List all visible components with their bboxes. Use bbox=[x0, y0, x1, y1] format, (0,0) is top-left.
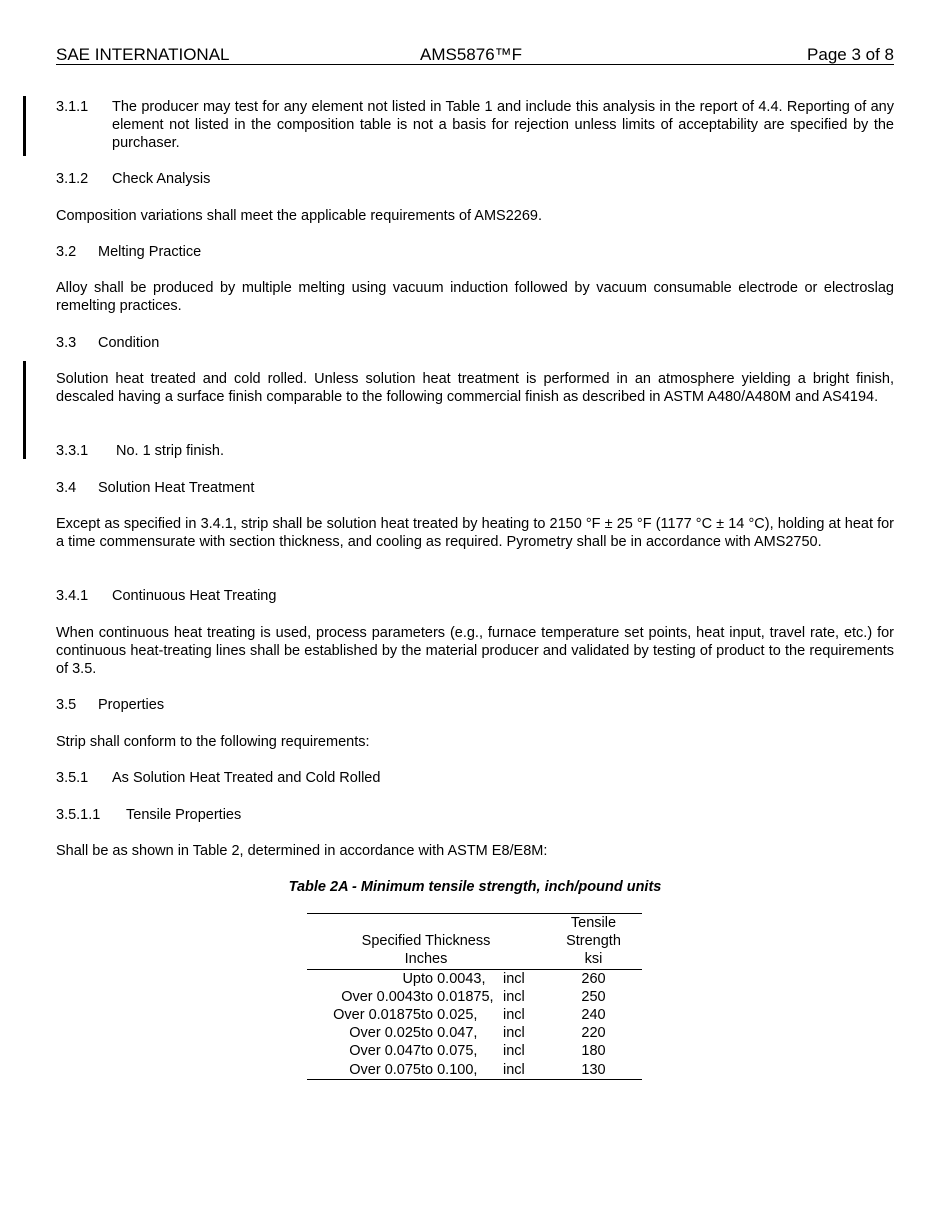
header-page-number: Page 3 of 8 bbox=[807, 45, 894, 64]
section-title: As Solution Heat Treated and Cold Rolled bbox=[112, 770, 381, 786]
thickness-incl: incl bbox=[503, 1007, 525, 1024]
tensile-ksi: 250 bbox=[581, 988, 606, 1005]
tensile-ksi: 130 bbox=[581, 1061, 606, 1078]
thickness-incl: incl bbox=[503, 1025, 525, 1042]
heading-3-3 bbox=[56, 334, 894, 352]
change-bar bbox=[23, 361, 26, 459]
change-bar bbox=[23, 96, 26, 156]
header-thickness-line1: Specified Thickness bbox=[361, 933, 491, 950]
section-number: 3.1.2 bbox=[56, 171, 89, 187]
section-title: Solution Heat Treatment bbox=[98, 480, 255, 496]
section-title: Continuous Heat Treating bbox=[112, 588, 277, 604]
heading-3-3-1 bbox=[56, 442, 894, 460]
thickness-from: Over 0.0043 bbox=[341, 988, 421, 1005]
section-number: 3.5 bbox=[56, 697, 77, 713]
header-organization: SAE INTERNATIONAL bbox=[56, 45, 230, 64]
thickness-incl: incl bbox=[503, 970, 525, 987]
heading-3-5-1 bbox=[56, 769, 894, 787]
thickness-incl: incl bbox=[503, 1061, 525, 1078]
thickness-to: to 0.075, bbox=[421, 1043, 478, 1060]
paragraph-3-5-1-1: Shall be as shown in Table 2, determined in accordance with ASTM E8/E8M: bbox=[56, 843, 548, 859]
table-row bbox=[307, 1042, 642, 1060]
paragraph-3-5: Strip shall conform to the following requirements: bbox=[56, 734, 370, 750]
page-header bbox=[56, 45, 894, 65]
table-row bbox=[307, 988, 642, 1006]
heading-3-5-1-1 bbox=[56, 806, 894, 824]
section-number: 3.5.1.1 bbox=[56, 807, 101, 823]
tensile-strength-table bbox=[307, 913, 642, 1080]
section-number: 3.1.1 bbox=[56, 99, 89, 115]
section-number: 3.5.1 bbox=[56, 770, 89, 786]
section-title: Check Analysis bbox=[112, 171, 211, 187]
table-row bbox=[307, 1061, 642, 1080]
tensile-ksi: 240 bbox=[581, 1007, 606, 1024]
table-row bbox=[307, 969, 642, 988]
tensile-ksi: 180 bbox=[581, 1043, 606, 1060]
thickness-to: to 0.01875, bbox=[421, 988, 494, 1005]
section-number: 3.3.1 bbox=[56, 443, 89, 459]
table-caption: Table 2A - Minimum tensile strength, inch/pound units bbox=[288, 879, 662, 895]
paragraph-3-3: Solution heat treated and cold rolled. Unless solution heat treatment is performed in an atmosphere yielding a bright finish, descaled having a surface finish comparable to the following commercial finish as described in ASTM A480/A480M and AS4194. bbox=[56, 371, 894, 406]
header-specified-thickness bbox=[307, 914, 545, 970]
table-row bbox=[307, 1024, 642, 1042]
paragraph-3-2: Alloy shall be produced by multiple melting using vacuum induction followed by vacuum consumable electrode or electroslag remelting practices. bbox=[56, 280, 894, 315]
thickness-from: Up bbox=[402, 970, 421, 987]
heading-3-4 bbox=[56, 479, 894, 497]
heading-3-1-2 bbox=[56, 170, 894, 188]
thickness-to: to 0.025, bbox=[421, 1007, 478, 1024]
section-title: Condition bbox=[98, 335, 160, 351]
tensile-ksi: 220 bbox=[581, 1025, 606, 1042]
header-tensile-line2: Strength bbox=[566, 933, 621, 950]
thickness-from: Over 0.075 bbox=[349, 1061, 421, 1078]
thickness-to: to 0.047, bbox=[421, 1025, 478, 1042]
table-header-row bbox=[307, 914, 642, 970]
section-number: 3.4.1 bbox=[56, 588, 89, 604]
table-row bbox=[307, 1006, 642, 1024]
section-title: Melting Practice bbox=[98, 244, 202, 260]
thickness-incl: incl bbox=[503, 1043, 525, 1060]
heading-3-5 bbox=[56, 696, 894, 714]
thickness-from: Over 0.047 bbox=[349, 1043, 421, 1060]
thickness-from: Over 0.01875 bbox=[333, 1007, 421, 1024]
thickness-to: to 0.0043, bbox=[421, 970, 486, 987]
thickness-from: Over 0.025 bbox=[349, 1025, 421, 1042]
header-tensile-line1: Tensile bbox=[570, 915, 617, 931]
section-text: The producer may test for any element not listed in Table 1 and include this analysis in the report of 4.4. Reporting of any element not listed in the composition table is not a basis for rejection unless limits of acceptability are specified by the purchaser. bbox=[112, 99, 894, 152]
header-thickness-line2: Inches bbox=[404, 951, 448, 968]
paragraph-3-4-1: When continuous heat treating is used, process parameters (e.g., furnace temperature set points, heat input, travel rate, etc.) for continuous heat-treating lines shall be established by the material producer and validated by testing of product to the requirements of 3.5. bbox=[56, 625, 894, 678]
section-number: 3.2 bbox=[56, 244, 77, 260]
header-tensile-strength bbox=[545, 914, 642, 970]
tensile-ksi: 260 bbox=[581, 970, 606, 987]
section-3-1-1 bbox=[56, 98, 894, 153]
paragraph-3-1-2: Composition variations shall meet the applicable requirements of AMS2269. bbox=[56, 208, 543, 224]
section-number: 3.4 bbox=[56, 480, 77, 496]
header-document-number: AMS5876™F bbox=[420, 45, 523, 64]
section-title: No. 1 strip finish. bbox=[116, 443, 224, 459]
thickness-incl: incl bbox=[503, 988, 525, 1005]
section-number: 3.3 bbox=[56, 335, 77, 351]
heading-3-4-1 bbox=[56, 587, 894, 605]
section-title: Properties bbox=[98, 697, 165, 713]
section-title: Tensile Properties bbox=[126, 807, 242, 823]
header-tensile-line3: ksi bbox=[584, 951, 603, 968]
heading-3-2 bbox=[56, 243, 894, 261]
thickness-to: to 0.100, bbox=[421, 1061, 478, 1078]
paragraph-3-4: Except as specified in 3.4.1, strip shall be solution heat treated by heating to 2150 °F ± 25 °F (1177 °C ± 14 °C), holding at heat for a time commensurate with section thickness, and cooling as required. Pyrometry shall be in accordance with AMS2750. bbox=[56, 516, 894, 551]
